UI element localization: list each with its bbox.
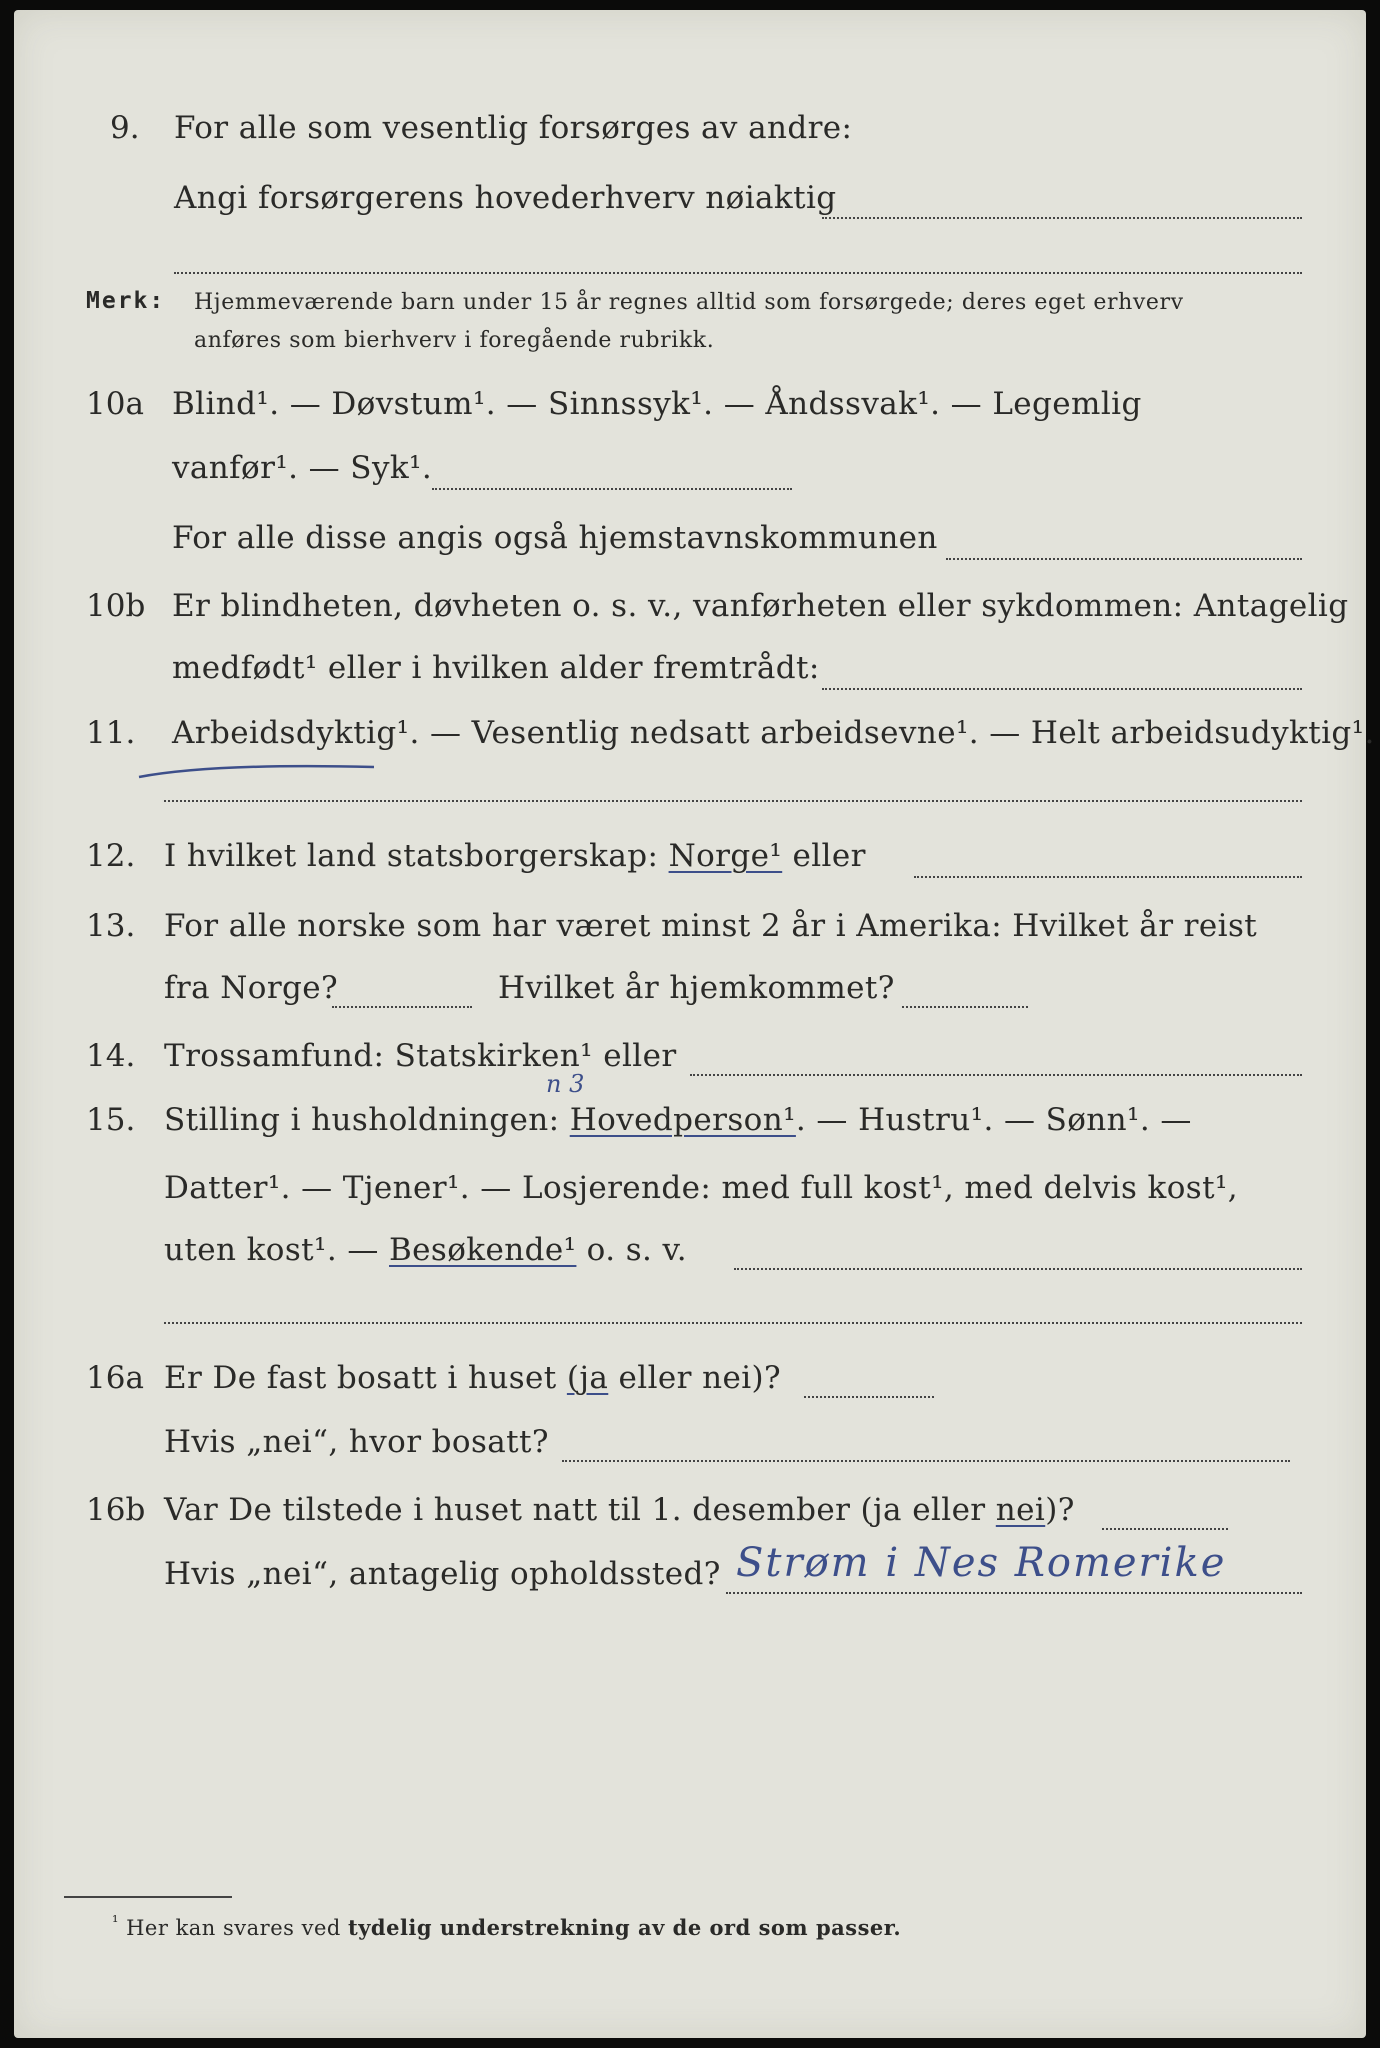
footnote-mark: ¹ <box>112 1912 119 1931</box>
q15-line2: Datter¹. — Tjener¹. — Losjerende: med full kost¹, med delvis kost¹, <box>164 1170 1239 1206</box>
q15-line3-end: o. s. v. <box>576 1232 688 1268</box>
q10a-line3: For alle disse angis også hjemstavnskommunen <box>172 520 938 556</box>
q16b-answer-nei: nei <box>995 1492 1046 1528</box>
q16b-line2: Hvis „nei“, antagelig opholdssted? <box>164 1556 721 1592</box>
q16b-answer-line <box>1102 1528 1228 1530</box>
q16b-opholdssted-line <box>726 1592 1302 1594</box>
q13-line1: For alle norske som har været minst 2 år i Amerika: Hvilket år reist <box>164 908 1258 944</box>
q16a-question-end: eller nei)? <box>608 1360 782 1396</box>
footnote <box>112 1912 901 1940</box>
q15-handwritten-note: n 3 <box>546 1070 585 1098</box>
q16a-question: Er De fast bosatt i huset <box>164 1360 567 1396</box>
q13-line2b: Hvilket år hjemkommet? <box>498 970 895 1006</box>
q15-answer-line-2 <box>164 1322 1302 1324</box>
q12-eller: eller <box>782 838 866 874</box>
q10b-number: 10b <box>86 588 146 624</box>
q10a-hjemstavn-line <box>946 558 1302 560</box>
q16b-number: 16b <box>86 1492 146 1528</box>
q11-options-rest: — Vesentlig nedsatt arbeidsevne¹. — Helt arbeidsudyktig¹. <box>419 715 1375 751</box>
footnote-text-bold: tydelig understrekning av de ord som passer. <box>348 1915 902 1940</box>
q10b-answer-line <box>822 688 1302 690</box>
q16a-line2: Hvis „nei“, hvor bosatt? <box>164 1424 549 1460</box>
q9-number: 9. <box>110 110 140 146</box>
q15-answer-line <box>734 1268 1302 1270</box>
q11-answer-line <box>164 800 1302 802</box>
q15-line3 <box>164 1232 687 1268</box>
q12-answer-line <box>914 876 1302 878</box>
q9-answer-line <box>822 217 1302 219</box>
q16b-handwritten-answer: Strøm i Nes Romerike <box>736 1540 1227 1586</box>
q15-line1 <box>164 1102 1192 1138</box>
q16a-answer-line <box>804 1396 934 1398</box>
q10a-line1: Blind¹. — Døvstum¹. — Sinnssyk¹. — Åndssvak¹. — Legemlig <box>172 386 1142 422</box>
q10b-line2: medfødt¹ eller i hvilken alder fremtrådt: <box>172 650 820 686</box>
q13-reist-line <box>332 1006 472 1008</box>
q10a-number: 10a <box>86 386 144 422</box>
q9-answer-line-2 <box>174 272 1302 274</box>
q9-line1: For alle som vesentlig forsørges av andre: <box>174 110 853 146</box>
merk-label: Merk: <box>86 288 166 314</box>
footnote-rule <box>64 1896 232 1898</box>
q9-line2: Angi forsørgerens hovederhverv nøiaktig <box>174 180 837 216</box>
q11-handwritten-underline <box>134 755 384 785</box>
q13-line2a: fra Norge? <box>164 970 339 1006</box>
q16a-bosatt-line <box>562 1460 1290 1462</box>
q10a-line2: vanfør¹. — Syk¹. <box>172 450 433 486</box>
q16b-question-end: )? <box>1045 1492 1075 1528</box>
q12-line <box>164 838 866 874</box>
q15-line3-start: uten kost¹. — <box>164 1232 389 1268</box>
q11-option-arbeidsdyktig: Arbeidsdyktig¹. <box>172 715 420 751</box>
q16a-number: 16a <box>86 1360 144 1396</box>
footnote-text: Her kan svares ved <box>126 1916 348 1940</box>
q16b-question: Var De tilstede i huset natt til 1. desember (ja eller <box>164 1492 996 1528</box>
q16b-line1 <box>164 1492 1075 1528</box>
q16a-answer-ja: (ja <box>566 1360 609 1396</box>
census-form-page <box>14 10 1375 2038</box>
q13-number: 13. <box>86 908 136 944</box>
q10a-answer-line <box>432 488 792 490</box>
q14-answer-line <box>690 1074 1302 1076</box>
q12-number: 12. <box>86 838 136 874</box>
q15-number: 15. <box>86 1102 136 1138</box>
q12-question: I hvilket land statsborgerskap: <box>164 838 669 874</box>
q14-line: Trossamfund: Statskirken¹ eller <box>164 1038 677 1074</box>
q15-question: Stilling i husholdningen: <box>164 1102 570 1138</box>
q13-hjemkommet-line <box>902 1006 1028 1008</box>
q15-answer-hovedperson: Hovedperson¹ <box>569 1102 796 1138</box>
q11-line <box>172 715 1375 751</box>
merk-line2: anføres som bierhverv i foregående rubrikk. <box>194 328 715 353</box>
q15-options-rest: . — Hustru¹. — Sønn¹. — <box>795 1102 1192 1138</box>
q11-number: 11. <box>86 715 136 751</box>
q16a-line1 <box>164 1360 781 1396</box>
q15-besokende: Besøkende¹ <box>389 1232 577 1268</box>
q12-answer-norge: Norge¹ <box>668 838 783 874</box>
q10b-line1: Er blindheten, døvheten o. s. v., vanførheten eller sykdommen: Antagelig <box>172 588 1349 624</box>
merk-line1: Hjemmeværende barn under 15 år regnes alltid som forsørgede; deres eget erhverv <box>194 290 1184 315</box>
q14-number: 14. <box>86 1038 136 1074</box>
